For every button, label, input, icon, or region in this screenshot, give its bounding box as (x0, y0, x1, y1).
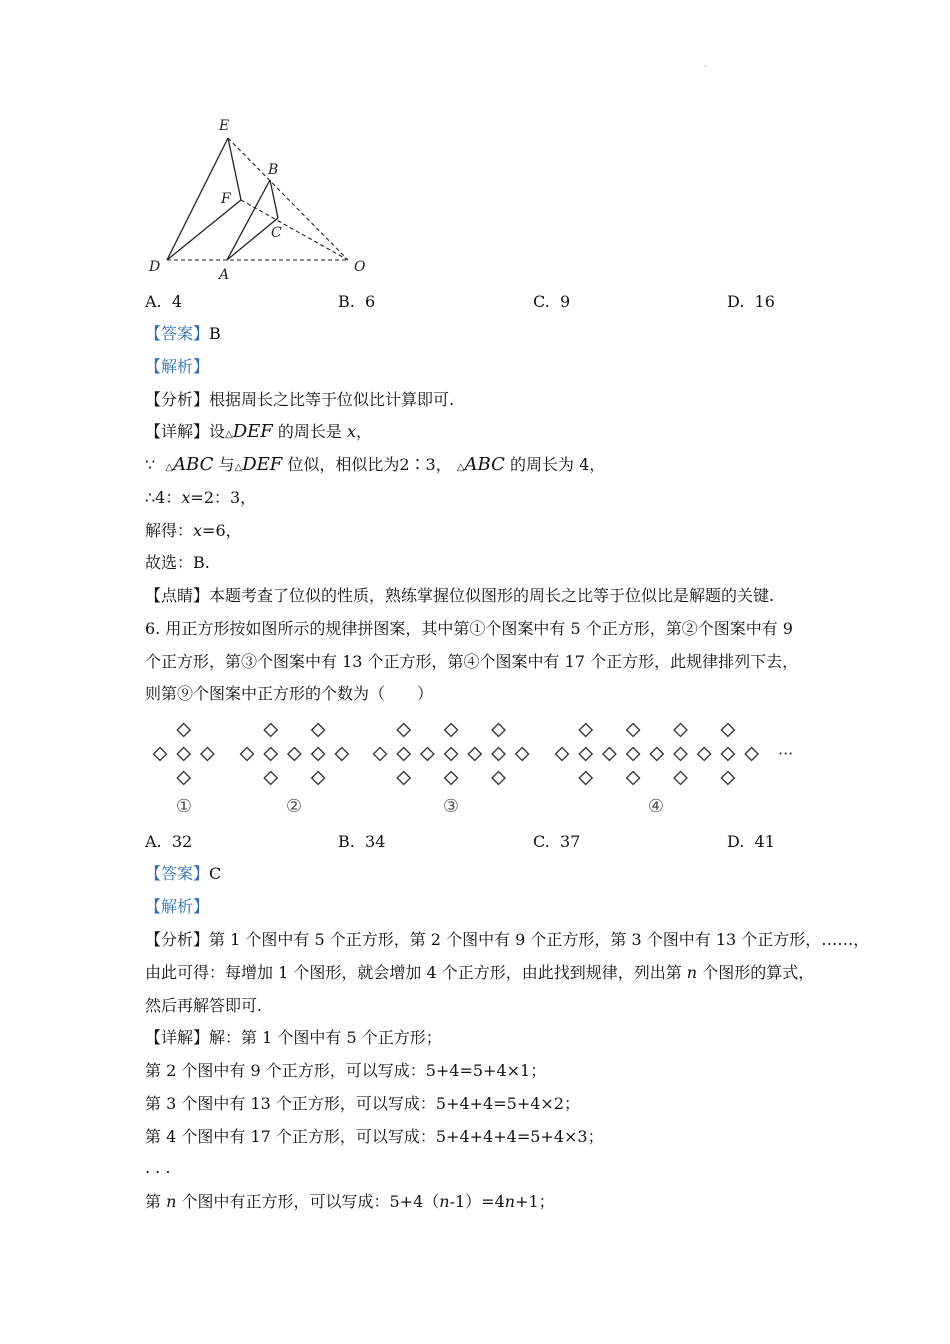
pattern-4-mid-square (579, 748, 592, 761)
choice-c: C. 9 (533, 292, 571, 311)
q5-line5: 故选：B. (145, 553, 210, 572)
q6-choice-b: B. 34 (338, 832, 386, 851)
pattern-2-mid-square (288, 748, 301, 761)
pattern-label-1: ① (175, 796, 193, 817)
q6-fenxi-3: 然后再解答即可. (145, 996, 263, 1015)
q6-xiangjie-2: 第 2 个图中有 9 个正方形，可以写成：5+4=5+4×1； (145, 1061, 547, 1080)
pattern-4-bottom-square (674, 772, 687, 785)
segment-BC (270, 180, 278, 218)
pattern-1-top-square (177, 724, 190, 737)
pattern-2-bottom-square (264, 772, 277, 785)
pattern-2-mid-square (264, 748, 277, 761)
choice-b: B. 6 (338, 292, 376, 311)
q6-choice-a: A. 32 (145, 832, 193, 851)
q5-xiangjie: 【详解】设△DEF 的周长是 x， (145, 421, 373, 442)
pattern-4-bottom-square (721, 772, 734, 785)
pattern-1-mid-square (201, 748, 214, 761)
pattern-4-top-square (627, 724, 640, 737)
pattern-label-4: ④ (647, 796, 665, 817)
pattern-2-top-square (312, 724, 325, 737)
pattern-label-3: ③ (442, 796, 460, 817)
q5-line3: ∴4：x=2：3， (145, 488, 257, 507)
label-D: D (149, 259, 161, 275)
pattern-4-mid-square (627, 748, 640, 761)
pattern-3-mid-square (445, 748, 458, 761)
q5-dianjing: 【点睛】本题考查了位似的性质，熟练掌握位似图形的周长之比等于位似比是解题的关键. (145, 586, 775, 605)
pattern-4-mid-square (745, 748, 758, 761)
pattern-4-mid-square (698, 748, 711, 761)
pattern-1-mid-square (177, 748, 190, 761)
pattern-figure (140, 715, 820, 825)
pattern-3-mid-square (516, 748, 529, 761)
q6-fenxi-1: 【分析】第 1 个图中有 5 个正方形，第 2 个图中有 9 个正方形，第 3 个图中有 13 个正方形，……， (145, 930, 870, 949)
label-B: B (268, 162, 279, 178)
pattern-2-mid-square (312, 748, 325, 761)
q6-xiangjie-4: 第 4 个图中有 17 个正方形，可以写成：5+4+4+4=5+4×3； (145, 1127, 604, 1146)
q6-stem-3: 则第⑨个图案中正方形的个数为（ ） (145, 684, 434, 703)
pattern-4-top-square (721, 724, 734, 737)
pattern-3-mid-square (468, 748, 481, 761)
pattern-3-top-square (492, 724, 505, 737)
q6-answer: 【答案】C (145, 864, 222, 883)
segment-FD (167, 200, 241, 260)
pattern-3-bottom-square (445, 772, 458, 785)
pattern-4-mid-square (650, 748, 663, 761)
q5-analysis-tag: 【解析】 (145, 357, 210, 376)
label-C: C (271, 225, 282, 241)
pattern-1-mid-square (154, 748, 167, 761)
pattern-4-top-square (674, 724, 687, 737)
q6-xiangjie-5: 第 n 个图中有正方形，可以写成：5+4（n-1）=4n+1； (145, 1192, 555, 1211)
pattern-3-mid-square (492, 748, 505, 761)
pattern-4-top-square (579, 724, 592, 737)
pattern-3-top-square (445, 724, 458, 737)
q6-choice-d: D. 41 (727, 832, 775, 851)
q5-line4: 解得：x=6， (145, 521, 242, 540)
pattern-1-bottom-square (177, 772, 190, 785)
pattern-4-mid-square (556, 748, 569, 761)
triangle-figure (140, 110, 380, 285)
q6-xiangjie-1: 【详解】解：第 1 个图中有 5 个正方形； (145, 1028, 442, 1047)
pattern-2-bottom-square (312, 772, 325, 785)
pattern-2-mid-square (335, 748, 348, 761)
label-E: E (219, 118, 230, 134)
choice-d: D. 16 (727, 292, 775, 311)
label-O: O (354, 259, 366, 275)
pattern-4-mid-square (674, 748, 687, 761)
q6-analysis-tag: 【解析】 (145, 897, 210, 916)
pattern-3-top-square (397, 724, 410, 737)
pattern-3-bottom-square (397, 772, 410, 785)
q6-choice-c: C. 37 (533, 832, 581, 851)
pattern-2-top-square (264, 724, 277, 737)
choice-a: A. 4 (145, 292, 182, 311)
pattern-4-mid-square (603, 748, 616, 761)
label-A: A (219, 267, 230, 283)
q5-answer: 【答案】B (145, 324, 221, 343)
pattern-3-mid-square (421, 748, 434, 761)
q6-xiangjie-3: 第 3 个图中有 13 个正方形，可以写成：5+4+4=5+4×2； (145, 1094, 580, 1113)
label-F: F (221, 191, 231, 207)
pattern-4-bottom-square (627, 772, 640, 785)
segment-DE (167, 138, 228, 260)
dashed-FO (241, 200, 348, 260)
pattern-ellipsis: ··· (778, 744, 794, 763)
q6-fenxi-2: 由此可得：每增加 1 个图形，就会增加 4 个正方形，由此找到规律，列出第 n 个图形的算式， (145, 963, 815, 982)
pattern-4-mid-square (721, 748, 734, 761)
dashed-EO (228, 138, 348, 260)
q5-line2: ∵ △ABC 与△DEF 位似，相似比为2∶3， △ABC 的周长为 4， (145, 454, 606, 475)
pattern-label-2: ② (285, 796, 303, 817)
pattern-3-mid-square (397, 748, 410, 761)
pattern-4-bottom-square (579, 772, 592, 785)
q5-fenxi: 【分析】根据周长之比等于位似比计算即可. (145, 390, 455, 409)
q6-stem-1: 6. 用正方形按如图所示的规律拼图案，其中第①个图案中有 5 个正方形，第②个图案中有 9 (145, 619, 793, 638)
pattern-3-bottom-square (492, 772, 505, 785)
q6-dots: . . . (145, 1158, 171, 1177)
pattern-3-mid-square (374, 748, 387, 761)
q6-stem-2: 个正方形，第③个图案中有 13 个正方形，第④个图案中有 17 个正方形，此规律排列下去， (145, 652, 799, 671)
pattern-2-mid-square (241, 748, 254, 761)
segment-AB (227, 180, 270, 260)
header-mark: · (704, 62, 707, 71)
